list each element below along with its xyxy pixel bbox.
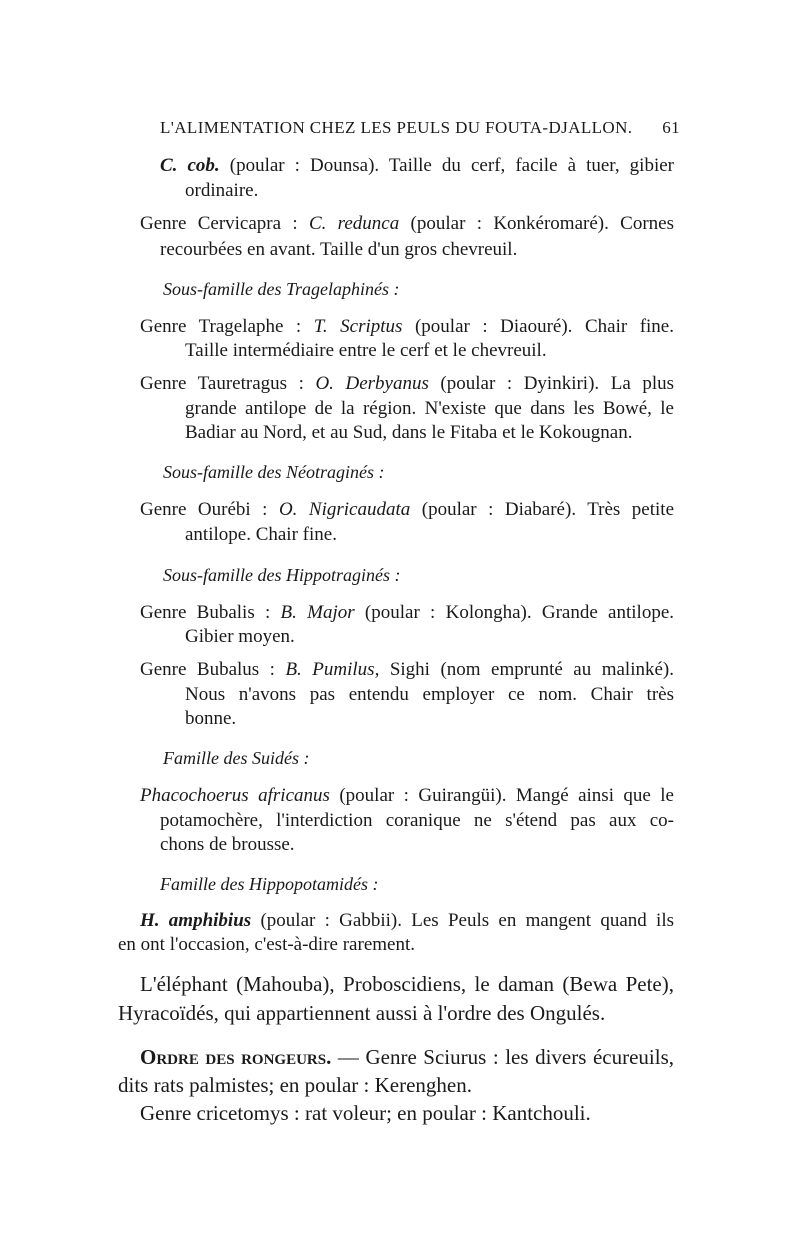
running-title: L'ALIMENTATION CHEZ LES PEULS DU FOUTA-DJALLON.: [160, 118, 633, 137]
paragraph-rongeurs-line-1: Ordre des rongeurs. — Genre Sciurus : les divers écureuils,: [140, 1045, 674, 1069]
paragraph-amphibius-line-2: en ont l'occasion, c'est-à-dire rarement.: [118, 934, 415, 955]
order-heading: Ordre des rongeurs.: [140, 1045, 332, 1069]
paragraph-tragelaphe-line-1: Genre Tragelaphe : T. Scriptus (poular : Diaouré). Chair fine.: [140, 316, 674, 337]
paragraph-phacochoerus-line-3: chons de brousse.: [160, 834, 295, 855]
paragraph-tauretragus-line-3: Badiar au Nord, et au Sud, dans le Fitaba et le Kokougnan.: [185, 422, 633, 443]
subfamily-heading-hippotragines: Sous-famille des Hippotraginés :: [163, 565, 401, 585]
paragraph-cob-line-1: C. cob. (poular : Dounsa). Taille du cerf, facile à tuer, gibier: [160, 155, 674, 176]
subfamily-heading-tragelaphines: Sous-famille des Tragelaphinés :: [163, 279, 400, 299]
species-name: H. amphibius: [140, 910, 252, 931]
species-name: O. Nigricaudata: [278, 499, 411, 520]
paragraph-bubalis-line-1: Genre Bubalis : B. Major (poular : Kolongha). Grande antilope.: [140, 602, 674, 623]
species-name: Phacochoerus africanus: [140, 785, 330, 806]
paragraph-cervicapra-line-1: Genre Cervicapra : C. redunca (poular : Konkéromaré). Cornes: [140, 213, 674, 234]
paragraph-phacochoerus-line-2: potamochère, l'interdiction coranique ne s'étend pas aux co-: [160, 810, 674, 831]
paragraph-ourebi-line-2: antilope. Chair fine.: [185, 524, 337, 545]
paragraph-bubalus-line-1: Genre Bubalus : B. Pumilus, Sighi (nom emprunté au malinké).: [140, 659, 674, 680]
paragraph-bubalus-line-3: bonne.: [185, 708, 237, 729]
species-name: C. cob.: [160, 155, 220, 176]
subfamily-heading-neotragines: Sous-famille des Néotraginés :: [163, 462, 385, 482]
running-header: [160, 118, 680, 138]
paragraph-bubalus-line-2: Nous n'avons pas entendu employer ce nom. Chair très: [185, 684, 674, 705]
family-heading-suides: Famille des Suidés :: [163, 748, 310, 768]
species-name: T. Scriptus: [313, 316, 403, 337]
family-heading-hippopotamides: Famille des Hippopotamidés :: [160, 874, 379, 894]
paragraph-rongeurs-line-2: dits rats palmistes; en poular : Kerenghen.: [118, 1073, 472, 1097]
paragraph-bubalis-line-2: Gibier moyen.: [185, 626, 295, 647]
paragraph-ourebi-line-1: Genre Ourébi : O. Nigricaudata (poular : Diabaré). Très petite: [140, 499, 674, 520]
paragraph-cob-line-2: ordinaire.: [185, 180, 259, 201]
page-number: 61: [662, 118, 680, 137]
paragraph-elephant-line-2: Hyracoïdés, qui appartiennent aussi à l'ordre des Ongulés.: [118, 1001, 606, 1025]
species-name: B. Major: [280, 602, 355, 623]
paragraph-tragelaphe-line-2: Taille intermédiaire entre le cerf et le chevreuil.: [185, 340, 547, 361]
species-name: C. redunca: [308, 213, 400, 234]
species-name: O. Derbyanus: [315, 373, 429, 394]
paragraph-cervicapra-line-2: recourbées en avant. Taille d'un gros chevreuil.: [160, 239, 518, 260]
paragraph-tauretragus-line-1: Genre Tauretragus : O. Derbyanus (poular : Dyinkiri). La plus: [140, 373, 674, 394]
paragraph-amphibius-line-1: H. amphibius (poular : Gabbii). Les Peuls en mangent quand ils: [140, 910, 674, 931]
paragraph-phacochoerus-line-1: Phacochoerus africanus (poular : Guirangüi). Mangé ainsi que le: [140, 785, 674, 806]
paragraph-elephant-line-1: L'éléphant (Mahouba), Proboscidiens, le daman (Bewa Pete),: [140, 972, 674, 996]
paragraph-rongeurs-line-3: Genre cricetomys : rat voleur; en poular : Kantchouli.: [140, 1101, 591, 1125]
paragraph-tauretragus-line-2: grande antilope de la région. N'existe que dans les Bowé, le: [185, 398, 674, 419]
species-name: B. Pumilus: [285, 659, 375, 680]
